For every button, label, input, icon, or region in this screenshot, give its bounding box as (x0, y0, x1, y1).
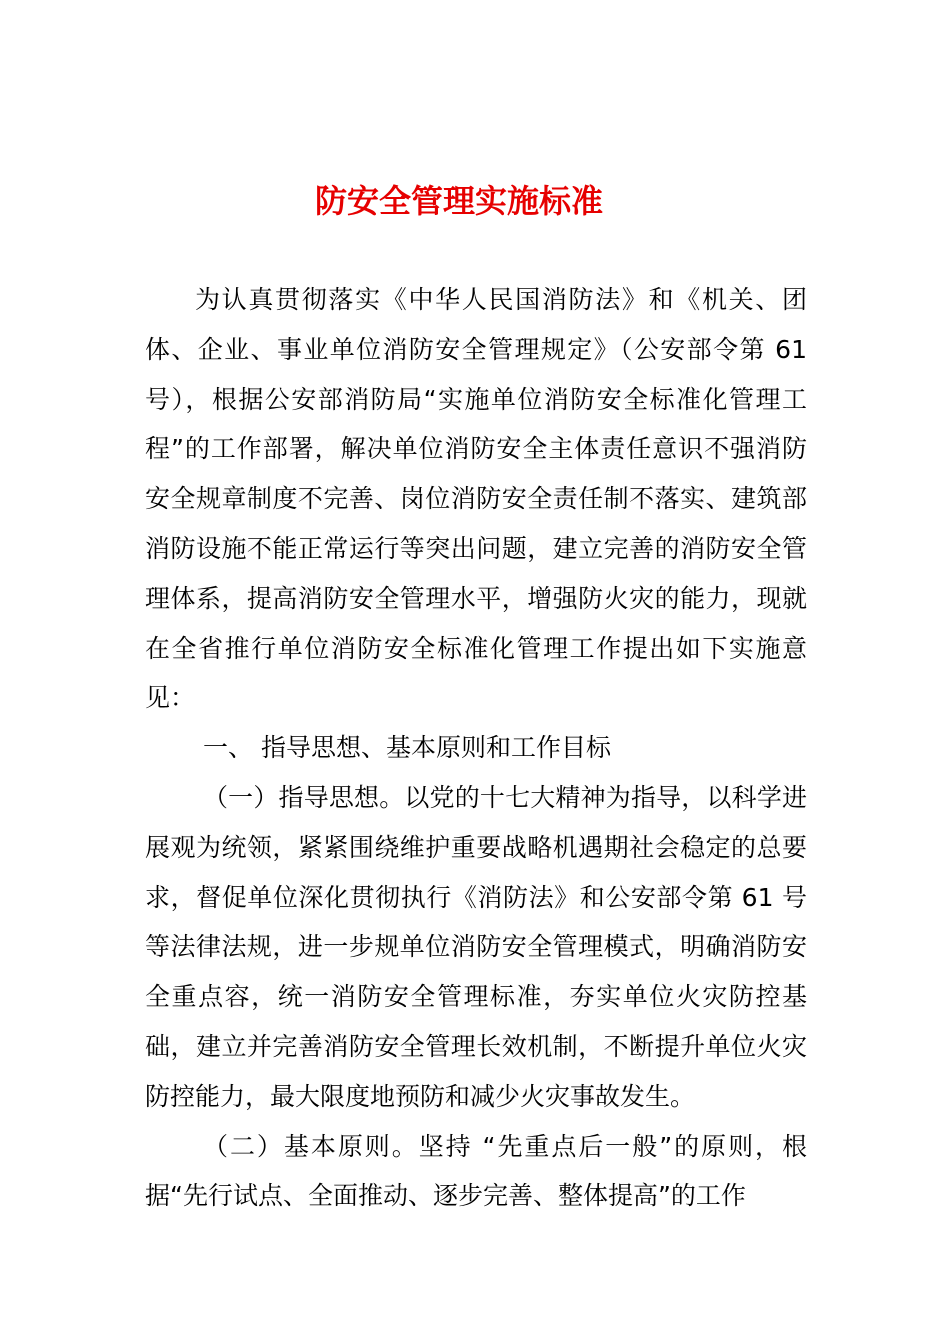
paragraph-intro: 为认真贯彻落实《中华人民国消防法》和《机关、团体、企业、事业单位消防安全管理规定》（公安部令第 61 号），根据公安部消防局“实施单位消防安全标准化管理工程”的工作部署，解决单位消防安全主体责任意识不强消防安全规章制度不完善、岗位消防安全责任制不落实、建筑部消防设施不能正常运行等突出问题，建立完善的消防安全管理体系，提高消防安全管理水平，增强防火灾的能力，现就在全省推行单位消防安全标准化管理工作提出如下实施意见： (145, 285, 807, 713)
paragraph-guiding-ideology: （一）指导思想。以党的十七大精神为指导，以科学进展观为统领，紧紧围绕维护重要战略机遇期社会稳定的总要求，督促单位深化贯彻执行《消防法》和公安部令第 61 号等法律法规，进一步规单位消防安全管理模式，明确消防安全重点容，统一消防安全管理标准，夯实单位火灾防控基础，建立并完善消防安全管理长效机制，不断提升单位火灾防控能力，最大限度地预防和减少火灾事故发生。 (145, 782, 807, 1111)
document-body (145, 275, 807, 1221)
section-heading-1: 一、 指导思想、基本原则和工作目标 (203, 733, 611, 763)
document-title: 防安全管理实施标准 (314, 182, 603, 220)
paragraph-basic-principles: （二）基本原则。坚持 “先重点后一般”的原则，根据“先行试点、全面推动、逐步完善、整体提高”的工作 (145, 1131, 807, 1211)
